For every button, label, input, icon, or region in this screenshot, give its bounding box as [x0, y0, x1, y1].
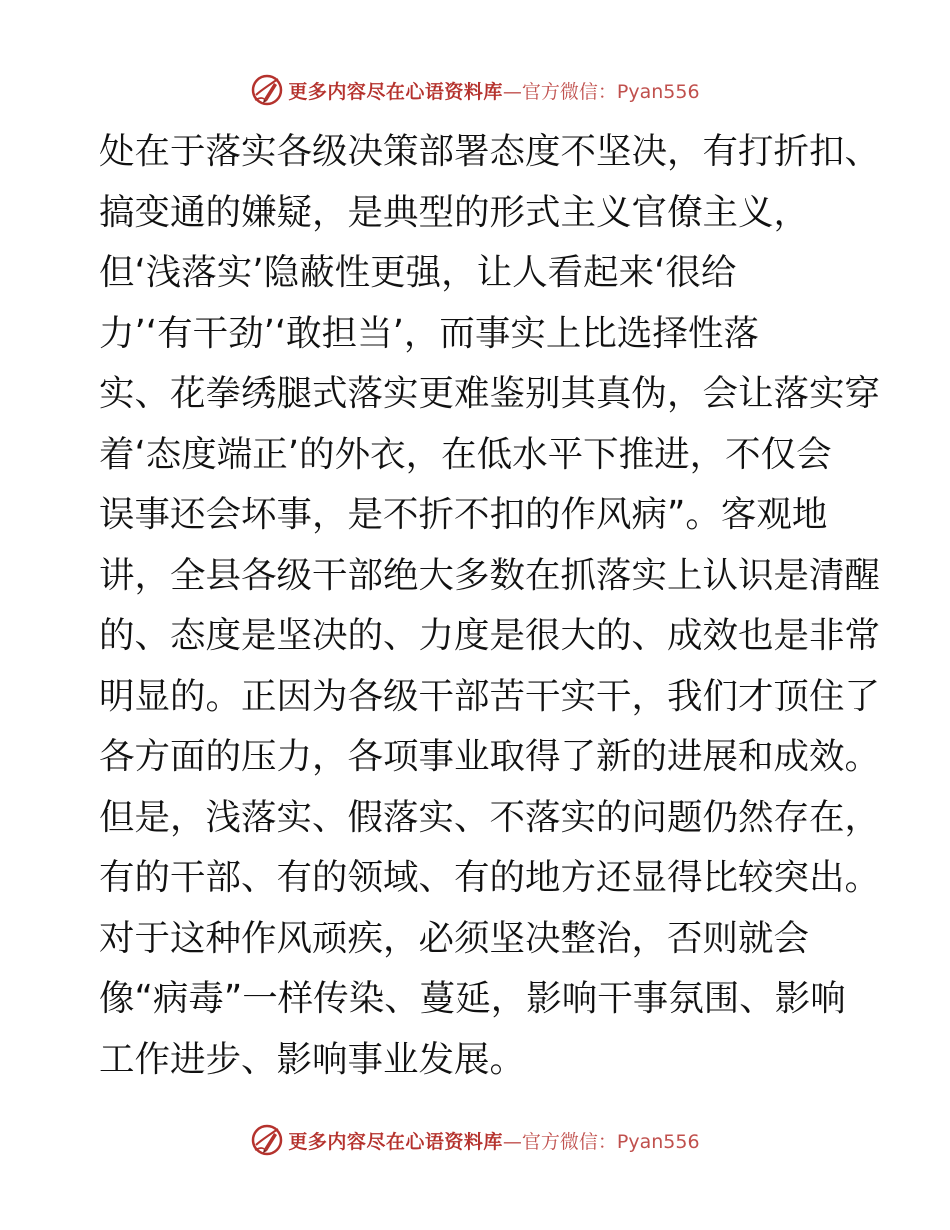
body-line: 对于这种作风顽疾，必须坚决整治，否则就会: [99, 917, 810, 959]
body-line: 但‘浅落实’隐蔽性更强，让人看起来‘很给: [99, 252, 737, 293]
body-line: 误事还会坏事，是不折不扣的作风病”。客观地: [99, 494, 828, 535]
body-line: 有的干部、有的领域、有的地方还显得比较突出。: [99, 857, 881, 898]
body-line: 讲，全县各级干部绝大多数在抓落实上认识是清醒: [99, 554, 881, 596]
body-line: 处在于落实各级决策部署态度不坚决，有打折扣、: [99, 131, 881, 172]
watermark-sub-text: —官方微信：Pyan556: [502, 1130, 700, 1153]
body-line: 但是，浅落实、假落实、不落实的问题仍然存在，: [99, 796, 881, 838]
watermark-main-text: 更多内容尽在心语资料库: [288, 1130, 503, 1153]
body-line: 搞变通的嫌疑，是典型的形式主义官僚主义，: [99, 191, 810, 233]
body-line: 各方面的压力，各项事业取得了新的进展和成效。: [99, 736, 881, 777]
footer-watermark: [0, 1120, 950, 1160]
watermark-sub-text: —官方微信：Pyan556: [502, 80, 700, 103]
body-line: 明显的。正因为各级干部苦干实干，我们才顶住了: [99, 675, 881, 717]
pen-logo-icon: [250, 1123, 284, 1157]
header-watermark: [0, 70, 950, 110]
pen-logo-icon: [250, 73, 284, 107]
body-line: 工作进步、影响事业发展。: [99, 1038, 526, 1080]
body-line: 力’‘有干劲’‘敢担当’，而事实上比选择性落: [99, 312, 759, 354]
document-body: [99, 122, 881, 1090]
body-line: 像“病毒”一样传染、蔓延，影响干事氛围、影响: [99, 978, 846, 1019]
body-line: 实、花拳绣腿式落实更难鉴别其真伪，会让落实穿: [99, 373, 881, 414]
body-line: 的、态度是坚决的、力度是很大的、成效也是非常: [99, 615, 881, 656]
body-line: 着‘态度端正’的外衣，在低水平下推进，不仅会: [99, 433, 832, 475]
watermark-main-text: 更多内容尽在心语资料库: [288, 80, 503, 103]
